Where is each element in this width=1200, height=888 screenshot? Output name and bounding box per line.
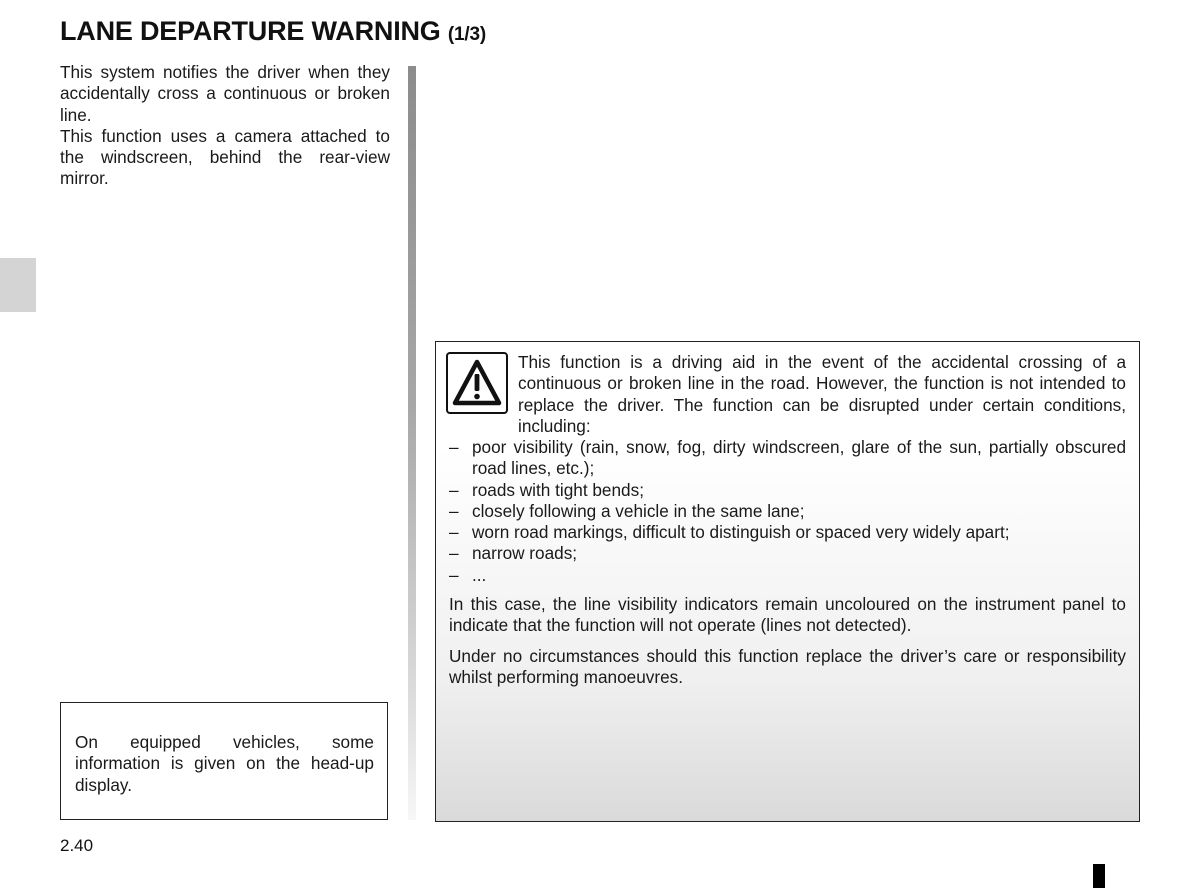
intro-paragraph-2: This function uses a camera attached to the windscreen, behind the rear-view mirror. — [60, 125, 390, 189]
title-text: LANE DEPARTURE WARNING — [60, 16, 441, 46]
list-item — [449, 543, 1126, 564]
warning-box — [435, 341, 1140, 822]
list-item — [449, 501, 1126, 522]
list-item-text: poor visibility (rain, snow, fog, dirty windscreen, glare of the sun, partially obscured road lines, etc.); — [472, 437, 1126, 479]
list-item-text: worn road markings, difficult to distinguish or spaced very widely apart; — [472, 522, 1010, 543]
list-item — [449, 480, 1126, 501]
intro-paragraph-1: This system notifies the driver when they accidentally cross a continuous or broken line. — [60, 62, 390, 125]
list-item-text: roads with tight bends; — [472, 479, 644, 500]
dash-bullet: – — [449, 543, 459, 564]
list-item-text: narrow roads; — [472, 543, 578, 564]
intro-text — [60, 62, 390, 190]
title-page-indicator: (1/3) — [447, 24, 486, 45]
list-item — [449, 437, 1126, 480]
responsibility-paragraph: Under no circumstances should this function replace the driver’s care or responsibility whilst performing manoeuvres. — [449, 646, 1126, 688]
warning-triangle-icon — [446, 352, 508, 414]
list-item-text: closely following a vehicle in the same lane; — [472, 500, 805, 521]
conditions-list — [449, 437, 1126, 586]
note-text: On equipped vehicles, some information is given on the head-up display. — [75, 732, 374, 795]
column-divider — [408, 66, 416, 820]
list-item-text: ... — [472, 564, 487, 585]
list-item — [449, 565, 1126, 586]
indicator-paragraph: In this case, the line visibility indicators remain uncoloured on the instrument panel to indicate that the function will not operate (lines not detected). — [449, 594, 1126, 636]
edge-marker — [1093, 864, 1105, 888]
dash-bullet: – — [449, 500, 459, 521]
list-item — [449, 522, 1126, 543]
note-box — [60, 702, 388, 820]
warning-intro: This function is a driving aid in the event of the accidental crossing of a continuous or broken line in the road. However, the function is not intended to replace the driver. The function can be disrupted under certain conditions, including: — [518, 352, 1126, 436]
dash-bullet: – — [449, 564, 459, 585]
page-number: 2.40 — [60, 836, 94, 855]
dash-bullet: – — [449, 437, 459, 457]
dash-bullet: – — [449, 479, 459, 500]
dash-bullet: – — [449, 522, 459, 543]
chapter-tab — [0, 258, 36, 312]
page-title — [60, 16, 486, 47]
